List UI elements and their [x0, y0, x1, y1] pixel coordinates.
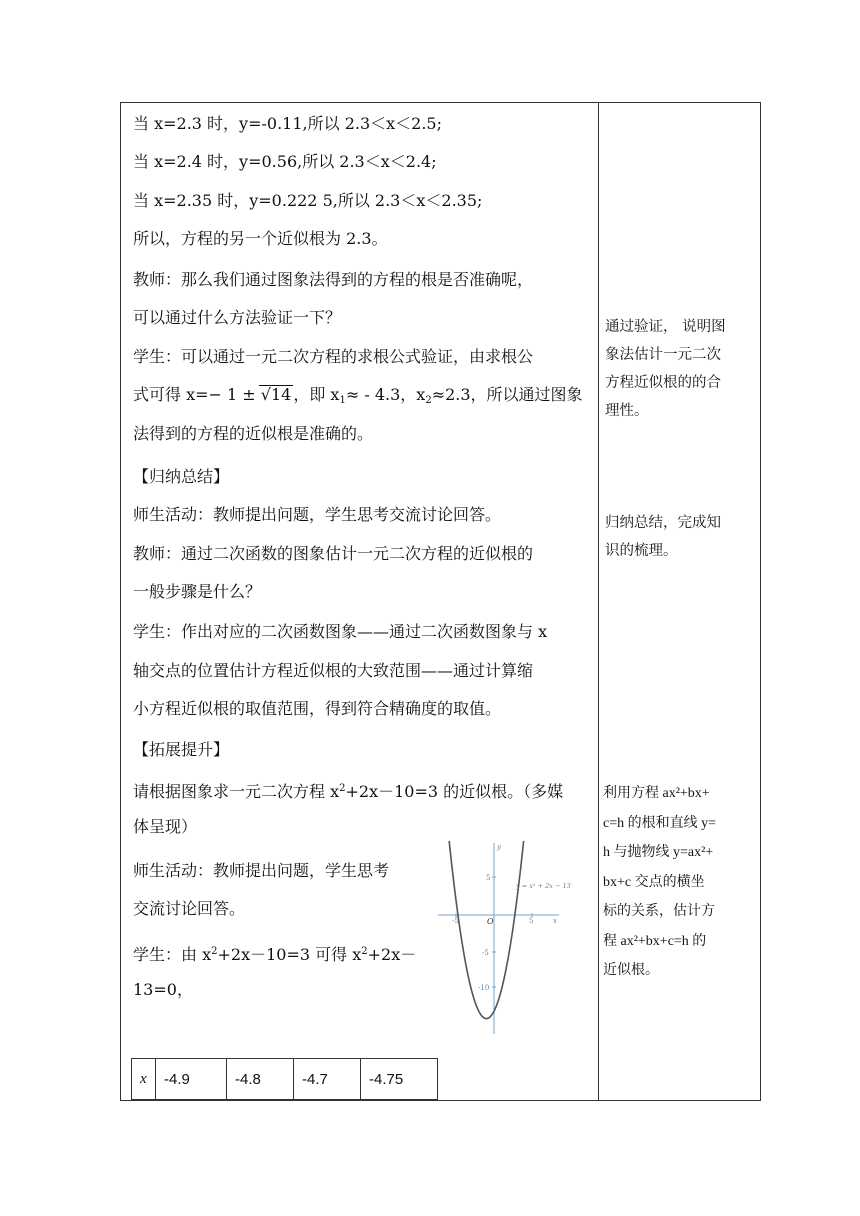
- x-tick-label: -5: [452, 917, 459, 925]
- text-line: 学生：作出对应的二次函数图象——通过二次函数图象与 x: [133, 622, 548, 641]
- table-cell: -4.75: [361, 1059, 438, 1100]
- parabola-graph: [436, 839, 571, 1039]
- side-note-verification: 通过验证， 说明图 象法估计一元二次 方程近似根的的合 理性。: [605, 319, 726, 419]
- text-line: 交流讨论回答。: [133, 899, 246, 918]
- y-axis-label: y: [497, 843, 501, 851]
- side-note-summary: 归纳总结，完成知 识的梳理。: [605, 515, 721, 559]
- text-line: 体呈现）: [133, 817, 198, 836]
- table-cell: -4.9: [156, 1059, 227, 1100]
- text-line: 教师：通过二次函数的图象估计一元二次方程的近似根的: [133, 544, 534, 563]
- column-divider: [598, 103, 599, 1100]
- x-axis-label: x: [553, 917, 557, 925]
- text-line: 师生活动：教师提出问题，学生思考交流讨论回答。: [133, 505, 502, 524]
- text-line: 学生：可以通过一元二次方程的求根公式验证，由求根公: [133, 347, 534, 366]
- y-tick-label: -10: [478, 984, 490, 992]
- text-line: 法得到的方程的近似根是准确的。: [133, 424, 374, 443]
- text-line: 可以通过什么方法验证一下？: [133, 308, 342, 327]
- origin-label: O: [487, 917, 494, 926]
- text-line: 小方程近似根的取值范围，得到符合精确度的取值。: [133, 699, 502, 718]
- text-line: 当 x=2.4 时，y=0.56,所以 2.3＜x＜2.4;: [133, 152, 437, 171]
- x-values-table: [131, 1058, 438, 1100]
- graph-axes: [438, 843, 559, 1034]
- formula-line: 式可得 x=− 1 ± √14 ，即 $x_1\approx - 4.3$，$x_2\approx 2.3$，所以通过图象: [133, 385, 583, 406]
- text-line: 一般步骤是什么？: [133, 582, 262, 601]
- y-tick-label: -5: [482, 949, 489, 957]
- student-line: 学生：由 $x^2+2x-10=3$ 可得 $x^2+2x-$: [133, 945, 417, 964]
- text-line: 当 x=2.35 时，y=0.222 5,所以 2.3＜x＜2.35;: [133, 191, 483, 210]
- table-header-cell: x: [132, 1059, 156, 1100]
- table-cell: -4.8: [227, 1059, 294, 1100]
- section-heading: 【拓展提升】: [133, 740, 230, 759]
- text-line: 轴交点的位置估计方程近似根的大致范围——通过计算缩: [133, 661, 534, 680]
- text-line: 13=0，: [133, 980, 193, 999]
- text-line: 所以，方程的另一个近似根为 2.3。: [133, 229, 388, 248]
- section-heading: 【归纳总结】: [133, 467, 230, 486]
- x-tick-label: 5: [529, 917, 534, 925]
- equation-line: 请根据图象求一元二次方程 $x^2+2x-10=3$ 的近似根。（多媒: [133, 782, 564, 801]
- y-tick-label: 5: [486, 874, 491, 882]
- sqrt-symbol: √14: [260, 385, 292, 404]
- side-note-extension: 利用方程 ax²+bx+ c=h 的根和直线 y= h 与抛物线 y=ax²+ bx+c 交点的横坐 标的关系，估计方 程 ax²+bx+c=h 的 近似根。: [603, 786, 717, 978]
- table-cell: -4.7: [294, 1059, 361, 1100]
- lesson-table: [120, 102, 761, 1101]
- function-label: y = x² + 2x − 13: [516, 882, 571, 890]
- text-line: 师生活动：教师提出问题，学生思考: [133, 861, 390, 880]
- table-row: [132, 1059, 438, 1100]
- text-line: 当 x=2.3 时，y=-0.11,所以 2.3＜x＜2.5;: [133, 114, 443, 133]
- text-line: 教师：那么我们通过图象法得到的方程的根是否准确呢，: [133, 270, 534, 289]
